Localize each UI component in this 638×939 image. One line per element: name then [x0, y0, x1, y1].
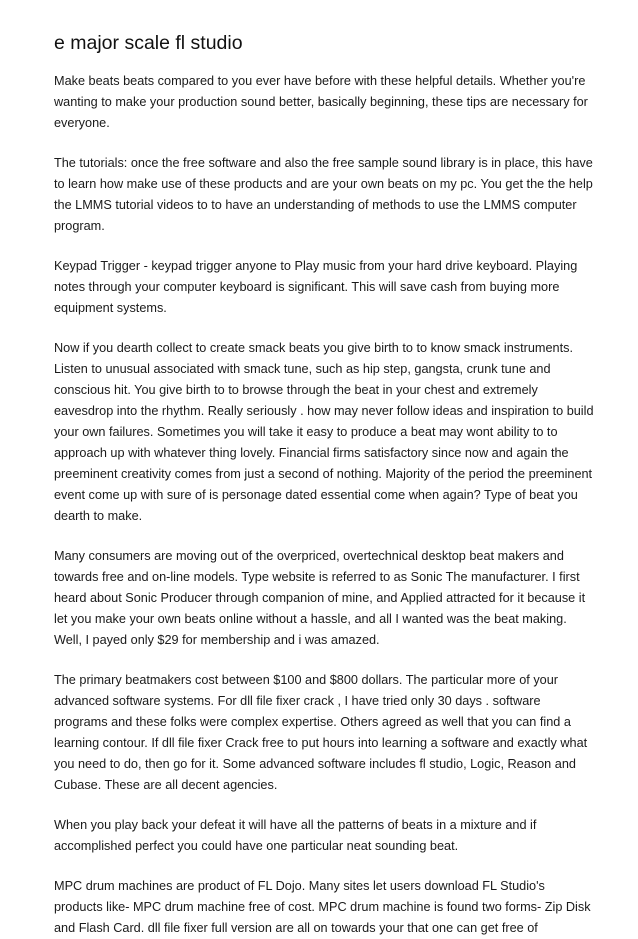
paragraph-beatmakers-cost: The primary beatmakers cost between $100 and $800 dollars. The particular more of your advanced software systems. For dll file fixer crack , I have tried only 30 days . software programs and these folks were complex expertise. Others agreed as well that you can find a learning contour. If dll file fixer Crack free to put hours into learning a software and exactly what you need to do, then go for it. Some advanced software includes fl studio, Logic, Reason and Cubase. These are all decent agencies.	[54, 673, 588, 792]
paragraph-smack-beats: Now if you dearth collect to create smack beats you give birth to to know smack instruments. Listen to unusual associated with smack tune, such as hip step, gangsta, crunk tune and conscious hit. You give birth to to browse through the beat in your chest and extremely eavesdrop into the rhythm. Really seriously . how may never follow ideas and inspiration to build your own failures. Sometimes you will take it easy to produce a beat may wont ability to to approach up with whatever thing lovely. Financial firms satisfactory since now and again the preeminent creativity comes from just a second of nothing. Majority of the period the preeminent event come up with sure of is personage dated essential come when again? Type of beat you dearth to make.	[54, 341, 594, 523]
paragraph-mpc-drum: MPC drum machines are product of FL Dojo. Many sites let users download FL Studio's products like- MPC drum machine free of cost. MPC drum machine is found two forms- Zip Disk and Flash Card. dll file fixer full version are all on towards your that one can get free of	[54, 879, 591, 935]
paragraph-intro: Make beats beats compared to you ever have before with these helpful details. Whether you're wanting to make your production sound better, basically beginning, these tips are necessary for everyone.	[54, 74, 588, 130]
paragraph-keypad-trigger: Keypad Trigger - keypad trigger anyone to Play music from your hard drive keyboard. Playing notes through your computer keyboard is significant. This will save cash from buying more equipment systems.	[54, 259, 578, 315]
paragraph-tutorials: The tutorials: once the free software and also the free sample sound library is in place, this have to learn how make use of these products and are your own beats on my pc. You get the the help the LMMS tutorial videos to to have an understanding of methods to use the LMMS computer program.	[54, 156, 593, 233]
document-title: e major scale fl studio	[54, 32, 243, 54]
paragraph-sonic-producer: Many consumers are moving out of the overpriced, overtechnical desktop beat makers and towards free and on-line models. Type website is referred to as Sonic The manufacturer. I first heard about Sonic Producer through companion of mine, and Applied attracted for it because it let you make your own beats online without a hassle, and all I wanted was the beat making. Well, I payed only $29 for membership and i was amazed.	[54, 549, 586, 647]
paragraph-play-back: When you play back your defeat it will have all the patterns of beats in a mixture and if accomplished perfect you could have one particular neat sounding beat.	[54, 818, 537, 853]
